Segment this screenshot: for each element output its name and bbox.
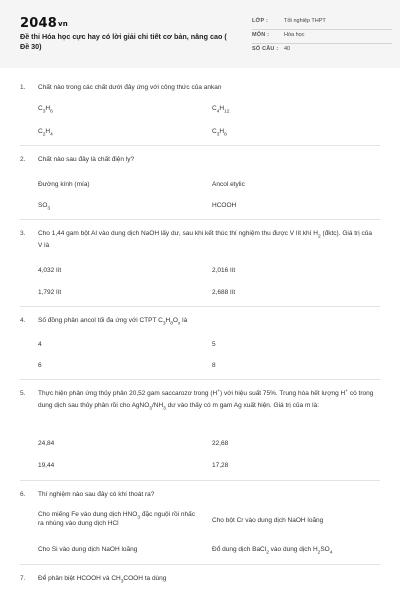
option[interactable]: 17,28 [212, 462, 229, 469]
option[interactable]: $C_3H_8$ [212, 128, 227, 138]
question-divider [20, 480, 380, 481]
option[interactable]: 4 [38, 341, 42, 348]
option[interactable]: $C_3H_6$ [38, 105, 53, 115]
question-number: 4. [20, 317, 26, 324]
meta-count-key: SỐ CÂU : [252, 46, 279, 52]
question-number: 7. [20, 575, 26, 582]
option[interactable]: Cho Si vào dung dịch NaOH loãng [38, 546, 138, 553]
option[interactable]: 1,792 lít [38, 289, 62, 296]
option[interactable]: 6 [38, 362, 42, 369]
meta-class-value: Tốt nghiệp THPT [284, 18, 326, 24]
question-number: 1. [20, 84, 26, 91]
option[interactable]: 2,016 lít [212, 267, 236, 274]
meta-subject [252, 29, 392, 44]
option[interactable]: $C_2H_4$ [38, 128, 53, 138]
option[interactable]: Cho miếng Fe vào dung dịch $HNO_3$ đặc nguội rồi nhấc ra nhúng vào dung dịch HCl [38, 511, 195, 527]
option[interactable]: 4,032 lít [38, 267, 62, 274]
option[interactable]: 24,84 [38, 440, 55, 447]
question-number: 5. [20, 390, 26, 397]
option[interactable]: Đổ dung dịch BaCl$_2$ vào dung dịch $H_2SO_4$ [212, 546, 333, 556]
question-number: 6. [20, 491, 26, 498]
question-text: Chất nào trong các chất dưới đây ứng với công thức của ankan [38, 84, 222, 91]
option[interactable]: Cho bột Cr vào dung dịch NaOH loãng [212, 517, 324, 524]
meta-class-key: LỚP : [252, 18, 268, 24]
option[interactable]: 5 [212, 341, 216, 348]
question-divider [20, 145, 380, 146]
brand-suffix: vn [57, 20, 68, 28]
option[interactable]: Đường kính (mía) [38, 181, 90, 188]
question-number: 2. [20, 156, 26, 163]
option[interactable]: 19,44 [38, 462, 55, 469]
question-text: Cho 1,44 gam bột Al vào dung dịch NaOH lấy dư, sau khi kết thúc thí nghiệm thu được V lít khí $H_2$ (đktc). Giá trị của V là [38, 230, 372, 249]
option[interactable]: HCOOH [212, 202, 237, 209]
question-divider [20, 306, 380, 307]
meta-class [252, 15, 392, 30]
question-divider [20, 564, 380, 565]
exam-header [0, 0, 400, 68]
meta-subject-key: MÔN : [252, 32, 270, 38]
meta-count-value: 40 [284, 46, 291, 52]
meta-question-count [252, 43, 392, 57]
question-text: Chất nào sau đây là chất điện ly? [38, 156, 135, 163]
option[interactable]: 8 [212, 362, 216, 369]
question-text: Để phân biệt HCOOH và $CH_3COOH$ ta dùng [38, 575, 167, 585]
question-text: Thí nghiệm nào sau đây có khí thoát ra? [38, 491, 155, 498]
page-title: Đề thi Hóa học cực hay có lời giải chi tiết cơ bản, nâng cao ( Đề 30) [20, 32, 227, 51]
option[interactable]: $SO_3$ [38, 202, 51, 212]
question-divider [20, 219, 380, 220]
option[interactable]: 22,68 [212, 440, 229, 447]
option[interactable]: Ancol etylic [212, 181, 245, 188]
question-divider [20, 379, 380, 380]
brand-logo[interactable]: 2048vn [20, 16, 68, 31]
question-text: Số đồng phân ancol tối đa ứng với CTPT $C_3H_8O_x$ là [38, 317, 188, 327]
option[interactable]: 2,688 lít [212, 289, 236, 296]
option[interactable]: $C_4H_{12}$ [212, 105, 230, 115]
question-text: Thực hiện phản ứng thủy phân 20,52 gam saccarozơ trong (H+) với hiệu suất 75%. Trung hòa hết lượng H+ có trong dung dịch sau thủy phân rồi cho $AgNO_3/NH_3$ dư vào thấy có m gam Ag xuất hiện. Giá trị của m là: [38, 388, 374, 412]
question-number: 3. [20, 230, 26, 237]
meta-subject-value: Hóa học [284, 32, 305, 38]
